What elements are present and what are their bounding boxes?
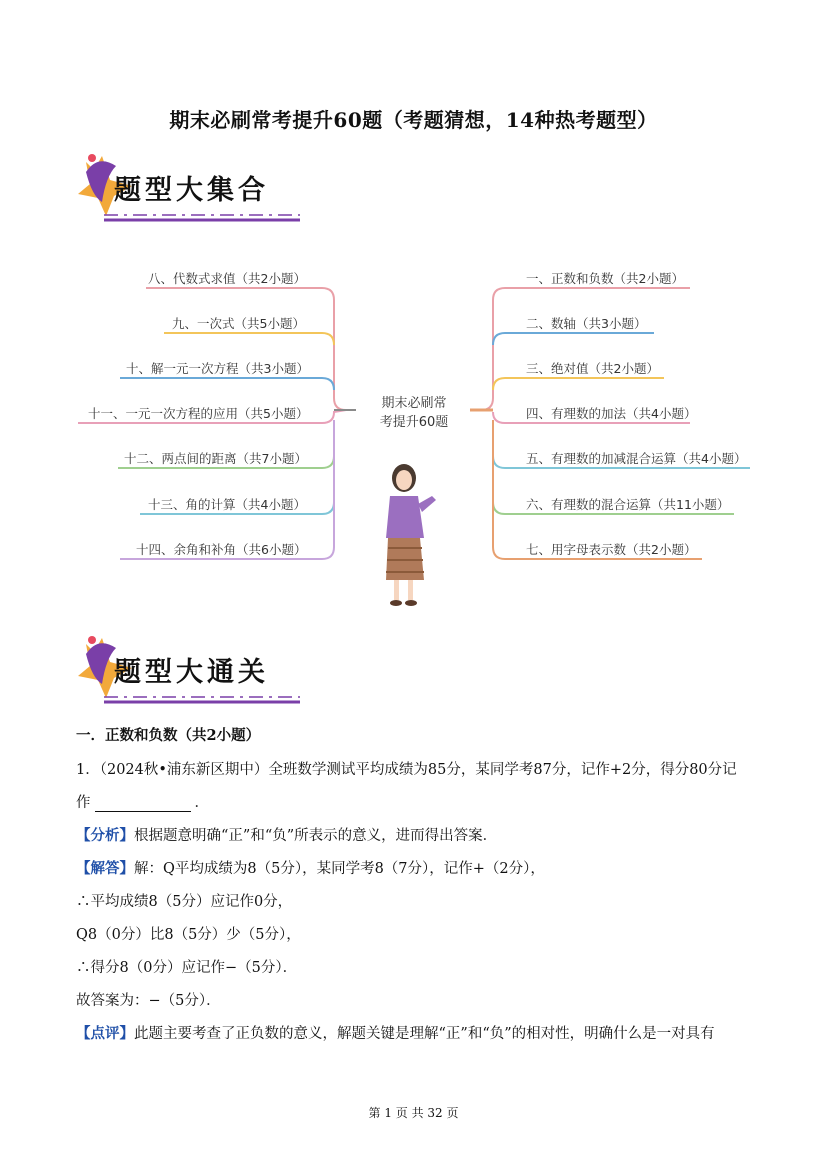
banner-title: 题型大集合 xyxy=(114,175,269,206)
page-title: 期末必刷常考提升60题（考题猜想，14种热考题型） xyxy=(169,108,658,132)
answer-tag: 【解答】 xyxy=(76,860,134,877)
teacher-illustration-icon xyxy=(380,460,440,610)
topic-3: 三、绝对值（共2小题） xyxy=(526,361,659,376)
question-line-2-end: ． xyxy=(194,795,209,811)
topic-5: 五、有理数的加减混合运算（共4小题） xyxy=(526,451,747,466)
page-number: 第 1 页 共 32 页 xyxy=(368,1106,459,1120)
banner-title: 题型大通关 xyxy=(114,657,269,688)
topic-1: 一、正数和负数（共2小题） xyxy=(526,271,684,286)
mind-map-center xyxy=(366,394,462,432)
topic-9: 九、一次式（共5小题） xyxy=(172,316,305,331)
question-line-2 xyxy=(76,791,209,812)
topic-12: 十二、两点间的距离（共7小题） xyxy=(124,451,307,466)
answer-line-4: ∴得分8（0分）应记作−（5分）． xyxy=(76,960,298,976)
answer-line-5: 故答案为：−（5分）． xyxy=(76,993,221,1009)
topic-6: 六、有理数的混合运算（共11小题） xyxy=(526,497,730,512)
section-heading: 一．正数和负数（共2小题） xyxy=(76,727,261,744)
answer-line-1: 解：Q平均成绩为8（5分），某同学考8（7分），记作+（2分）， xyxy=(134,861,545,877)
topic-2: 二、数轴（共3小题） xyxy=(526,316,647,331)
answer-line-2: ∴平均成绩8（5分）应记作0分， xyxy=(76,894,293,910)
analysis-text: 根据题意明确“正”和“负”所表示的意义，进而得出答案． xyxy=(134,828,498,844)
topic-13: 十三、角的计算（共4小题） xyxy=(148,497,306,512)
section-banner-practice xyxy=(72,632,312,712)
topic-14: 十四、余角和补角（共6小题） xyxy=(136,542,307,557)
topic-8: 八、代数式求值（共2小题） xyxy=(148,271,306,286)
answer-line-3: Q8（0分）比8（5分）少（5分）， xyxy=(76,927,301,943)
analysis-tag: 【分析】 xyxy=(76,827,134,844)
question-line-1: 1．（2024秋•浦东新区期中）全班数学测试平均成绩为85分，某同学考87分，记作+2分，得分80分记 xyxy=(76,762,737,778)
topic-7: 七、用字母表示数（共2小题） xyxy=(526,542,697,557)
comment-text: 此题主要考查了正负数的意义，解题关键是理解“正”和“负”的相对性，明确什么是一对具有 xyxy=(134,1026,715,1042)
topic-4: 四、有理数的加法（共4小题） xyxy=(526,406,697,421)
topic-11: 十一、一元一次方程的应用（共5小题） xyxy=(88,406,309,421)
question-line-2-start: 作 xyxy=(76,795,91,811)
answer-paragraph xyxy=(76,857,545,878)
center-line-1: 期末必刷常 xyxy=(381,396,447,411)
topic-10: 十、解一元一次方程（共3小题） xyxy=(126,361,309,376)
answer-blank xyxy=(95,797,191,812)
center-line-2: 考提升60题 xyxy=(379,415,449,430)
comment-tag: 【点评】 xyxy=(76,1025,134,1042)
comment-paragraph xyxy=(76,1022,715,1043)
analysis-paragraph xyxy=(76,824,497,845)
